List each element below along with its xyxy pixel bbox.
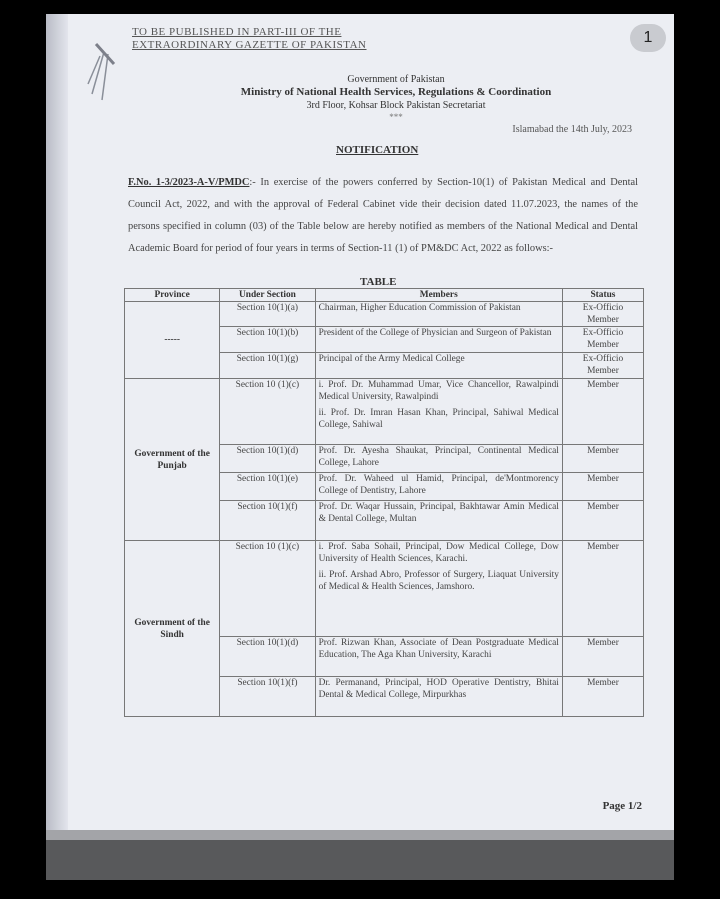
page-edge [46,14,68,880]
gazette-line-1: TO BE PUBLISHED IN PART-III OF THE [132,26,342,38]
status-cell: Member [562,501,643,541]
issue-date: Islamabad the 14th July, 2023 [512,124,632,135]
member-cell: Principal of the Army Medical College [315,353,562,379]
section-cell: Section 10(1)(b) [220,327,315,353]
province-none: ----- [125,302,220,379]
gazette-heading [132,26,367,52]
page-number: Page 1/2 [602,800,642,812]
section-cell: Section 10 (1)(c) [220,541,315,637]
section-cell: Section 10(1)(f) [220,677,315,717]
notification-title: NOTIFICATION [336,144,419,156]
table-title: TABLE [360,276,397,288]
gazette-line-2: EXTRAORDINARY GAZETTE OF PAKISTAN [132,39,367,51]
status-cell: Member [562,445,643,473]
member-cell: Chairman, Higher Education Commission of Pakistan [315,302,562,327]
table-row [125,541,644,637]
section-cell: Section 10 (1)(c) [220,379,315,445]
page-shadow [46,830,674,840]
members-table [124,288,644,717]
header-province: Province [125,289,220,302]
separator-stars: *** [389,112,403,122]
member-item: ii. Prof. Dr. Imran Hasan Khan, Principal, Sahiwal Medical College, Sahiwal [318,408,559,430]
notification-body [128,172,638,260]
page-bottom-band [46,840,674,880]
section-cell: Section 10(1)(g) [220,353,315,379]
status-cell: Member [562,637,643,677]
province-punjab: Government of the Punjab [125,379,220,541]
status-cell: Member [562,677,643,717]
section-cell: Section 10(1)(d) [220,445,315,473]
header-members: Members [315,289,562,302]
ministry-line: Ministry of National Health Services, Regulations & Coordination [240,86,552,98]
member-item: i. Prof. Saba Sohail, Principal, Dow Medical College, Dow University of Health Sciences, Karachi. [318,542,559,564]
status-cell: Ex-Officio Member [562,327,643,353]
table-row [125,302,644,327]
member-cell: Dr. Permanand, Principal, HOD Operative Dentistry, Bhitai Dental & Medical College, Mirpurkhas [315,677,562,717]
member-cell: President of the College of Physician and Surgeon of Pakistan [315,327,562,353]
section-cell: Section 10(1)(f) [220,501,315,541]
body-text: :- In exercise of the powers conferred by Section-10(1) of Pakistan Medical and Dental Council Act, 2022, and with the approval of Federal Cabinet vide their decision dated 11.07.2023, the names of the persons specified in column (03) of the Table below are hereby notified as members of the National Medical and Dental Academic Board for period of four years in terms of Section-11 (1) of PM&DC Act, 2022 as follows:- [128,177,638,254]
government-line: Government of Pakistan [347,74,445,85]
status-cell: Ex-Officio Member [562,302,643,327]
member-cell: Prof. Rizwan Khan, Associate of Dean Postgraduate Medical Education, The Aga Khan University, Karachi [315,637,562,677]
table-row [125,379,644,445]
member-cell [315,379,562,445]
member-cell: Prof. Dr. Ayesha Shaukat, Principal, Continental Medical College, Lahore [315,445,562,473]
file-number: F.No. 1-3/2023-A-V/PMDC [128,177,250,188]
header-section: Under Section [220,289,315,302]
status-cell: Member [562,379,643,445]
member-cell [315,541,562,637]
member-cell: Prof. Dr. Waqar Hussain, Principal, Bakhtawar Amin Medical & Dental College, Multan [315,501,562,541]
address-line: 3rd Floor, Kohsar Block Pakistan Secretariat [306,100,486,111]
header-status: Status [562,289,643,302]
image-counter-badge[interactable]: 1 [630,24,666,52]
province-sindh: Government of the Sindh [125,541,220,717]
section-cell: Section 10(1)(a) [220,302,315,327]
section-cell: Section 10(1)(e) [220,473,315,501]
document-page [46,14,674,880]
status-cell: Member [562,473,643,501]
status-cell: Ex-Officio Member [562,353,643,379]
paper-clip-icon [74,34,134,104]
status-cell: Member [562,541,643,637]
member-item: i. Prof. Dr. Muhammad Umar, Vice Chancellor, Rawalpindi Medical University, Rawalpindi [318,380,559,402]
table-header-row [125,289,644,302]
member-cell: Prof. Dr. Waheed ul Hamid, Principal, de'Montmorency College of Dentistry, Lahore [315,473,562,501]
section-cell: Section 10(1)(d) [220,637,315,677]
member-item: ii. Prof. Arshad Abro, Professor of Surgery, Liaquat University of Medical & Health Sciences, Jamshoro. [318,570,559,592]
